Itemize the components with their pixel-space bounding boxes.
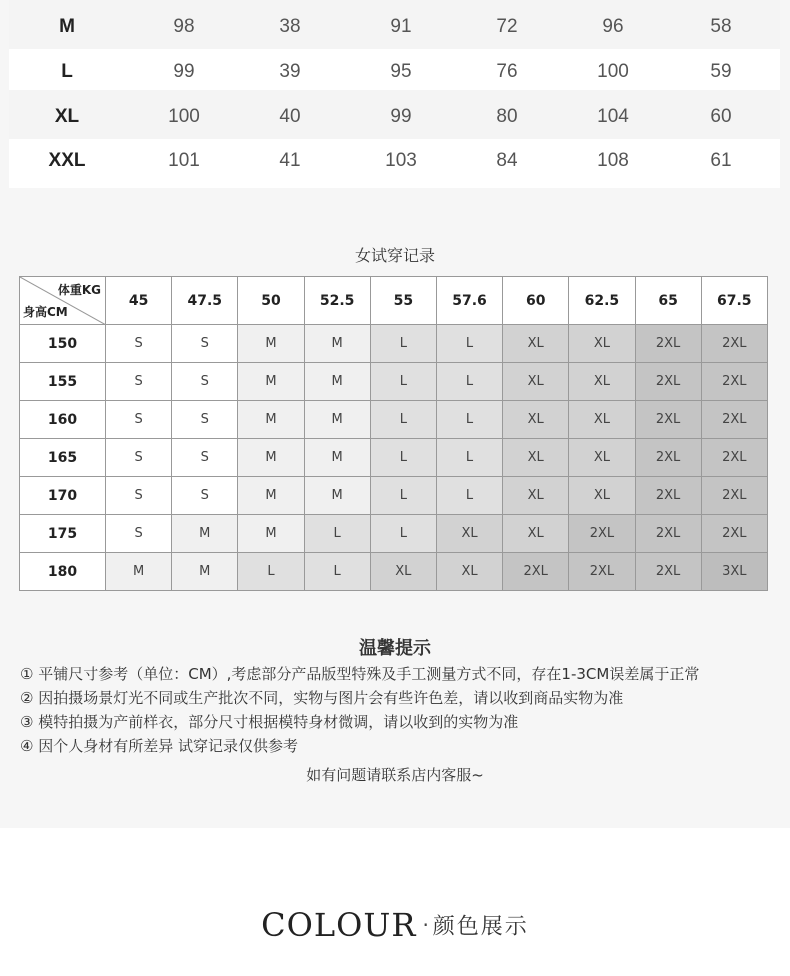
size-cell: XL xyxy=(569,477,635,515)
size-cell: L xyxy=(238,553,304,591)
weight-header: 52.5 xyxy=(304,277,370,325)
note-item: ③ 模特拍摄为产前样衣，部分尺寸根据模特身材微调，请以收到的实物为准 xyxy=(20,713,519,731)
size-cell: 2XL xyxy=(635,325,701,363)
size-cell: XL xyxy=(436,553,502,591)
size-cell: M xyxy=(172,515,238,553)
size-cell: 2XL xyxy=(635,439,701,477)
size-cell: S xyxy=(172,363,238,401)
colour-heading xyxy=(0,906,790,944)
size-cell: XL xyxy=(503,477,569,515)
weight-header: 45 xyxy=(106,277,172,325)
size-cell: XL xyxy=(569,439,635,477)
size-cell: XL xyxy=(569,325,635,363)
size-cell: L xyxy=(436,439,502,477)
size-cell: 2XL xyxy=(701,439,767,477)
size-value: 91 xyxy=(390,16,412,37)
size-cell: 2XL xyxy=(635,515,701,553)
table-row xyxy=(9,139,780,183)
table-row xyxy=(20,477,768,515)
size-cell: 3XL xyxy=(701,553,767,591)
notes-list xyxy=(20,662,699,758)
size-cell: 2XL xyxy=(503,553,569,591)
size-cell: M xyxy=(304,477,370,515)
weight-header: 67.5 xyxy=(701,277,767,325)
note-item: ④ 因个人身材有所差异 试穿记录仅供参考 xyxy=(20,737,298,755)
size-cell: 2XL xyxy=(569,515,635,553)
size-value: 104 xyxy=(597,106,629,127)
size-cell: L xyxy=(370,363,436,401)
size-cell: L xyxy=(370,515,436,553)
table-row xyxy=(20,363,768,401)
size-cell: S xyxy=(106,363,172,401)
size-cell: S xyxy=(172,439,238,477)
size-value: 101 xyxy=(168,150,200,171)
size-cell: L xyxy=(436,363,502,401)
size-value: 98 xyxy=(173,16,195,37)
size-cell: L xyxy=(370,439,436,477)
size-cell: M xyxy=(304,439,370,477)
size-value: 80 xyxy=(496,106,518,127)
size-cell: L xyxy=(304,553,370,591)
size-cell: L xyxy=(370,401,436,439)
colour-heading-dot: · xyxy=(422,913,429,937)
size-cell: M xyxy=(238,363,304,401)
size-value: 38 xyxy=(279,16,301,37)
size-cell: L xyxy=(436,325,502,363)
size-cell: 2XL xyxy=(701,325,767,363)
notes-title: 温馨提示 xyxy=(359,638,431,659)
size-cell: S xyxy=(172,401,238,439)
height-header: 175 xyxy=(20,515,106,553)
table-row xyxy=(20,553,768,591)
size-value: 95 xyxy=(390,61,412,82)
weight-header: 55 xyxy=(370,277,436,325)
table-row xyxy=(9,90,780,139)
size-value: 61 xyxy=(710,150,732,171)
size-value: 72 xyxy=(496,16,518,37)
size-cell: L xyxy=(436,477,502,515)
size-cell: M xyxy=(238,325,304,363)
table-row xyxy=(20,325,768,363)
size-table xyxy=(9,0,780,188)
size-cell: XL xyxy=(569,401,635,439)
size-cell: M xyxy=(238,439,304,477)
size-cell: M xyxy=(238,515,304,553)
colour-section xyxy=(0,828,790,976)
size-cell: S xyxy=(106,401,172,439)
height-header: 165 xyxy=(20,439,106,477)
size-cell: M xyxy=(304,363,370,401)
table-row xyxy=(9,50,780,94)
size-cell: XL xyxy=(370,553,436,591)
table-row xyxy=(20,515,768,553)
size-cell: S xyxy=(106,477,172,515)
note-item: ① 平铺尺寸参考（单位：CM）,考虑部分产品版型特殊及手工测量方式不同，存在1-3CM误差属于正常 xyxy=(20,665,700,683)
size-cell: XL xyxy=(503,515,569,553)
height-axis-label: 身高CM xyxy=(23,305,68,319)
height-header: 160 xyxy=(20,401,106,439)
size-cell: M xyxy=(238,477,304,515)
size-cell: 2XL xyxy=(635,401,701,439)
size-cell: S xyxy=(106,439,172,477)
colour-heading-en: COLOUR xyxy=(261,906,417,944)
size-value: 84 xyxy=(496,150,518,171)
size-value: 40 xyxy=(279,106,301,127)
size-cell: 2XL xyxy=(701,363,767,401)
size-cell: 2XL xyxy=(701,515,767,553)
size-value: 60 xyxy=(710,106,732,127)
size-cell: XL xyxy=(503,401,569,439)
size-cell: M xyxy=(106,553,172,591)
size-cell: 2XL xyxy=(635,477,701,515)
table-row xyxy=(20,401,768,439)
weight-header: 62.5 xyxy=(569,277,635,325)
size-label: XXL xyxy=(48,150,86,171)
colour-heading-cn: 颜色展示 xyxy=(432,914,529,940)
size-cell: M xyxy=(304,401,370,439)
size-value: 76 xyxy=(496,61,518,82)
height-header: 180 xyxy=(20,553,106,591)
size-cell: XL xyxy=(503,363,569,401)
weight-header: 57.6 xyxy=(436,277,502,325)
size-cell: L xyxy=(370,325,436,363)
size-cell: S xyxy=(106,325,172,363)
size-cell: 2XL xyxy=(569,553,635,591)
size-value: 39 xyxy=(279,61,301,82)
size-cell: XL xyxy=(503,325,569,363)
table-row xyxy=(20,439,768,477)
size-cell: 2XL xyxy=(701,401,767,439)
table-row xyxy=(9,0,780,49)
height-header: 170 xyxy=(20,477,106,515)
size-cell: S xyxy=(172,325,238,363)
size-value: 96 xyxy=(602,16,624,37)
size-cell: L xyxy=(436,401,502,439)
size-value: 108 xyxy=(597,150,629,171)
size-cell: 2XL xyxy=(635,363,701,401)
weight-header: 60 xyxy=(503,277,569,325)
contact-text: 如有问题请联系店内客服~ xyxy=(306,766,484,784)
fit-record-table xyxy=(19,276,768,591)
size-cell: S xyxy=(106,515,172,553)
weight-axis-label: 体重KG xyxy=(57,283,101,297)
size-cell: L xyxy=(370,477,436,515)
height-header: 150 xyxy=(20,325,106,363)
size-cell: XL xyxy=(503,439,569,477)
size-value: 58 xyxy=(710,16,732,37)
size-value: 100 xyxy=(597,61,629,82)
size-value: 99 xyxy=(173,61,195,82)
size-cell: XL xyxy=(436,515,502,553)
size-cell: S xyxy=(172,477,238,515)
size-cell: L xyxy=(304,515,370,553)
note-item: ② 因拍摄场景灯光不同或生产批次不同，实物与图片会有些许色差，请以收到商品实物为准 xyxy=(20,689,624,707)
height-header: 155 xyxy=(20,363,106,401)
size-label: M xyxy=(59,16,75,37)
table-corner-header xyxy=(20,277,106,325)
size-value: 99 xyxy=(390,106,412,127)
size-cell: 2XL xyxy=(635,553,701,591)
weight-header: 50 xyxy=(238,277,304,325)
size-label: XL xyxy=(54,106,80,127)
size-value: 41 xyxy=(279,150,301,171)
fit-record-title: 女试穿记录 xyxy=(354,246,435,265)
size-cell: M xyxy=(304,325,370,363)
size-cell: 2XL xyxy=(701,477,767,515)
size-cell: XL xyxy=(569,363,635,401)
size-value: 100 xyxy=(168,106,200,127)
size-label: L xyxy=(61,61,73,82)
size-cell: M xyxy=(172,553,238,591)
size-value: 103 xyxy=(385,150,417,171)
weight-header: 65 xyxy=(635,277,701,325)
size-cell: M xyxy=(238,401,304,439)
size-value: 59 xyxy=(710,61,732,82)
weight-header: 47.5 xyxy=(172,277,238,325)
